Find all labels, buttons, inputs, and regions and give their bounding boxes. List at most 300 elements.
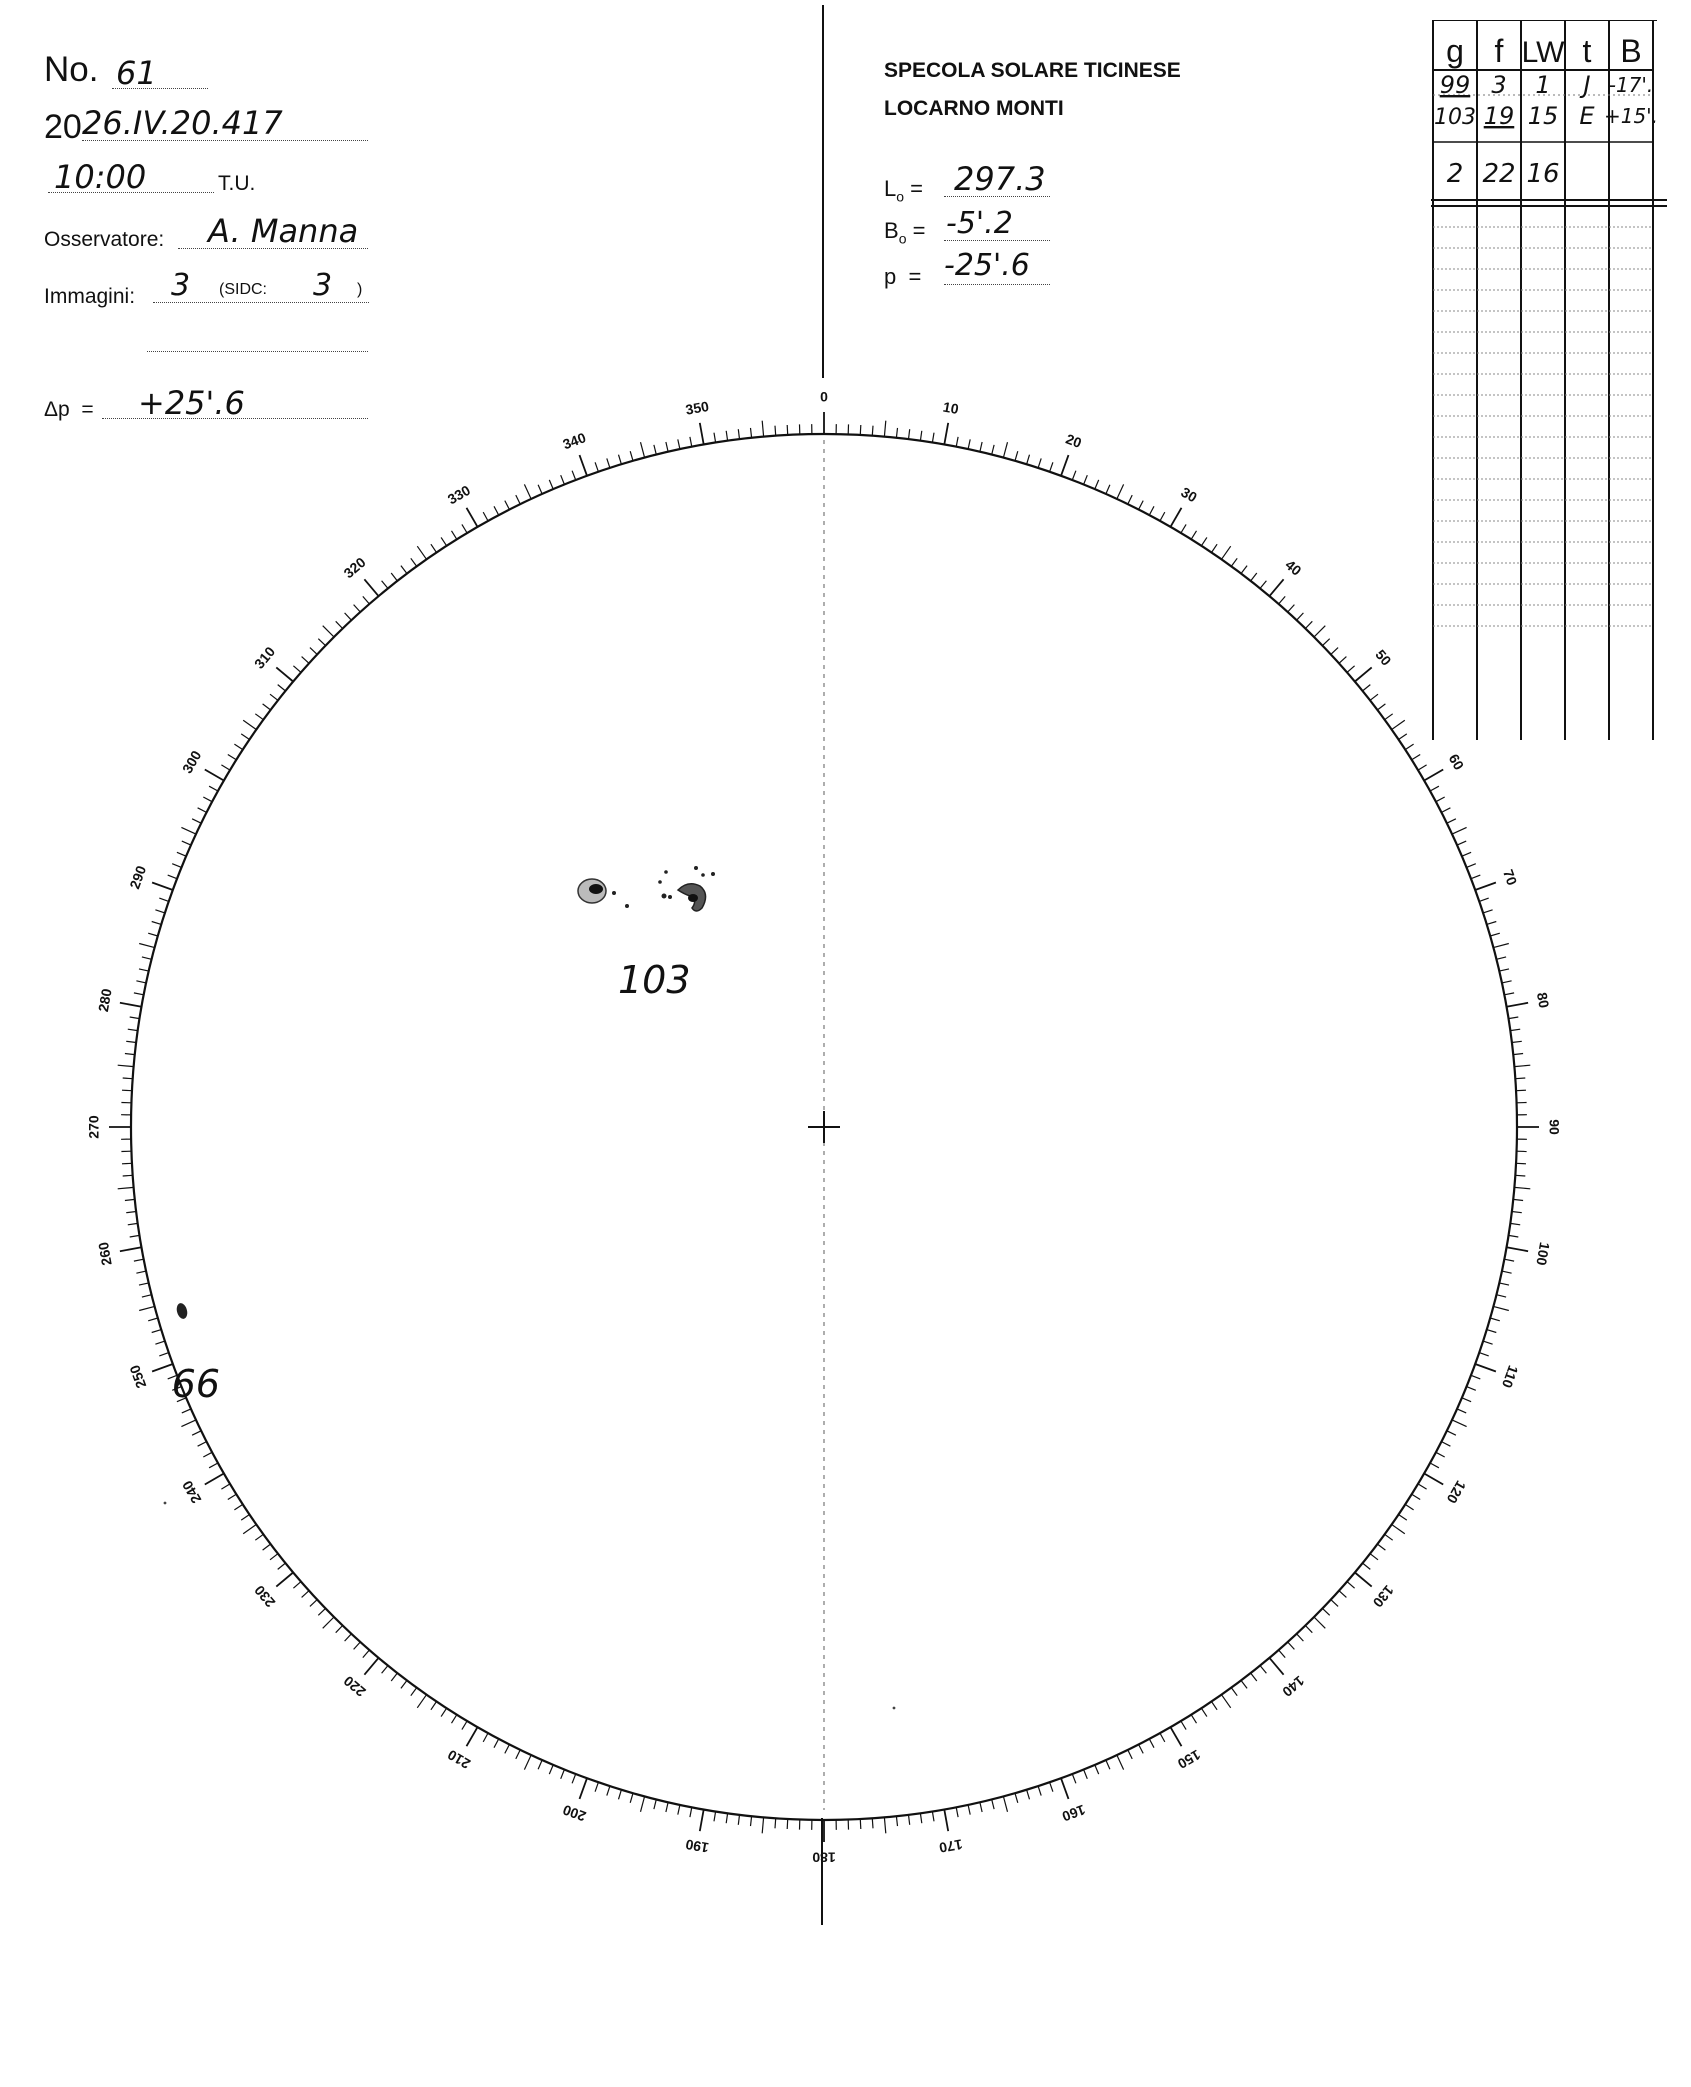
scale-tick — [1297, 1634, 1304, 1641]
scale-tick — [134, 993, 144, 995]
scale-tick — [128, 1029, 138, 1030]
time-value — [48, 158, 214, 196]
scale-tick — [1149, 1739, 1154, 1748]
scale-tick — [1496, 957, 1506, 959]
scale-tick — [1201, 1708, 1207, 1716]
table-blank-rows — [1433, 227, 1653, 626]
scale-tick — [310, 1600, 317, 1607]
scale-tick — [155, 910, 165, 913]
scale-tick — [1475, 883, 1496, 891]
scale-tick — [1181, 1721, 1186, 1730]
scale-tick — [1270, 1658, 1284, 1675]
scale-label-270: 270 — [85, 1115, 102, 1139]
scale-tick — [1251, 573, 1257, 581]
scale-tick — [561, 475, 565, 484]
scale-tick — [1483, 910, 1493, 913]
number-value-text: 61 — [116, 54, 157, 92]
scale-tick — [1483, 1341, 1493, 1344]
group-label-103: 103 — [618, 958, 691, 1002]
scale-tick — [1418, 1484, 1427, 1489]
table-cell: J — [1583, 71, 1591, 99]
scale-tick — [1314, 626, 1325, 637]
table-cell: +15'. — [1603, 104, 1659, 128]
scale-tick — [293, 1582, 301, 1589]
scale-tick — [1181, 524, 1186, 533]
scale-tick — [302, 657, 309, 664]
scale-tick — [1412, 755, 1421, 760]
table-cell: 15 — [1527, 102, 1559, 130]
observatory-name: SPECOLA SOLARE TICINESE — [884, 59, 1181, 82]
sidc-label: (SIDC: — [219, 281, 267, 298]
scale-tick — [205, 770, 224, 781]
scale-tick — [452, 531, 457, 540]
scale-tick — [483, 1733, 488, 1742]
scale-tick — [118, 1187, 134, 1188]
scale-tick — [505, 1745, 510, 1754]
scale-tick — [452, 1715, 457, 1724]
scale-tick — [968, 1805, 970, 1815]
scale-label-340: 340 — [560, 429, 588, 453]
scale-tick — [654, 445, 656, 455]
observer-value-text: A. Manna — [208, 212, 359, 250]
scale-tick — [364, 1658, 378, 1675]
scale-tick — [122, 1163, 132, 1164]
scale-tick — [1339, 1591, 1346, 1598]
scale-tick — [1260, 1666, 1266, 1674]
scale-tick — [654, 1799, 656, 1809]
scale-tick — [1050, 462, 1053, 472]
scale-tick — [125, 1054, 135, 1055]
scale-tick — [142, 1295, 152, 1297]
scale-tick — [467, 508, 478, 527]
scale-tick — [641, 1796, 645, 1811]
scale-tick — [980, 442, 982, 452]
scale-tick — [203, 797, 212, 802]
number-label: No. — [44, 50, 99, 89]
scale-tick — [1442, 1442, 1451, 1447]
scale-tick — [1447, 819, 1456, 823]
scale-tick — [920, 1813, 921, 1823]
scale-tick — [595, 462, 598, 472]
scale-label-350: 350 — [684, 397, 711, 418]
scale-tick — [467, 1727, 478, 1746]
scale-tick — [1513, 1199, 1523, 1200]
scale-tick — [1038, 458, 1041, 468]
scale-tick — [1251, 1673, 1257, 1681]
scale-tick — [700, 423, 704, 445]
scale-tick — [276, 667, 293, 681]
scale-tick — [120, 1247, 142, 1251]
date-prefix: 20 — [44, 108, 82, 146]
scale-tick — [228, 1494, 237, 1499]
scale-label-140: 140 — [1279, 1672, 1308, 1701]
scale-tick — [198, 808, 207, 813]
scale-tick — [192, 1431, 201, 1435]
scale-tick — [391, 573, 397, 581]
scale-tick — [580, 455, 588, 476]
scale-tick — [1171, 1727, 1182, 1746]
scale-tick — [241, 1515, 249, 1521]
scale-tick — [1510, 1029, 1520, 1030]
scale-tick — [494, 506, 499, 515]
scale-tick — [323, 1617, 334, 1628]
scale-tick — [255, 1534, 263, 1540]
scale-tick — [751, 428, 752, 438]
scale-label-280: 280 — [94, 987, 115, 1014]
scale-tick — [159, 898, 169, 901]
scale-tick — [278, 685, 286, 691]
delta-p-value-text: +25'.6 — [138, 384, 245, 422]
scale-tick — [1436, 1452, 1445, 1457]
scale-tick — [1479, 1353, 1489, 1356]
time-value-text: 10:00 — [54, 158, 147, 196]
table-header-b: B — [1620, 33, 1642, 69]
scale-tick — [345, 613, 352, 620]
group-table — [1431, 20, 1671, 740]
scale-tick — [1447, 1431, 1456, 1435]
scale-tick — [1201, 537, 1207, 545]
scale-tick — [382, 581, 388, 589]
scale-tick — [1288, 605, 1295, 612]
scale-tick — [494, 1739, 499, 1748]
scale-tick — [538, 1760, 542, 1769]
blank-line — [147, 335, 368, 352]
number-value — [112, 54, 208, 92]
scale-tick — [192, 819, 201, 823]
scale-tick — [920, 431, 921, 441]
scale-tick — [1117, 484, 1124, 499]
scale-tick — [505, 501, 510, 510]
scale-tick — [896, 428, 897, 438]
observer-value — [178, 212, 368, 249]
scale-tick — [263, 704, 271, 710]
scale-tick — [148, 1318, 158, 1321]
table-cell: 19 — [1483, 102, 1515, 130]
scale-label-220: 220 — [340, 1672, 369, 1701]
scale-tick — [1471, 1375, 1480, 1379]
scale-tick — [1512, 1212, 1522, 1213]
scale-tick — [1139, 1745, 1144, 1754]
scale-tick — [1117, 1755, 1124, 1770]
scale-tick — [700, 1810, 704, 1832]
scale-tick — [1514, 1065, 1530, 1066]
observer-label: Osservatore: — [44, 228, 165, 251]
sunspot-group-99 — [175, 1302, 189, 1320]
scale-tick — [345, 1634, 352, 1641]
scale-tick — [270, 1554, 278, 1560]
table-cell: 99 — [1439, 71, 1471, 99]
images-label: Immagini: — [44, 285, 136, 308]
scale-tick — [641, 442, 645, 457]
scale-tick — [126, 1041, 136, 1042]
scale-tick — [1509, 1235, 1519, 1237]
scale-tick — [561, 1770, 565, 1779]
scale-tick — [1279, 596, 1286, 604]
L0-value-text: 297.3 — [954, 160, 1046, 198]
scale-label-90: 90 — [1546, 1119, 1563, 1135]
scale-label-330: 330 — [444, 481, 473, 508]
images-line — [153, 268, 369, 303]
scale-label-50: 50 — [1372, 646, 1395, 669]
scale-tick — [401, 566, 407, 574]
scale-tick — [1072, 1774, 1076, 1783]
scale-tick — [775, 426, 776, 436]
scale-tick — [884, 1817, 885, 1833]
scale-tick — [1084, 1770, 1088, 1779]
scale-tick — [483, 512, 488, 521]
observatory-location: LOCARNO MONTI — [884, 97, 1064, 120]
scale-tick — [152, 922, 162, 925]
scale-tick — [318, 639, 325, 646]
scale-tick — [221, 1484, 230, 1489]
time-suffix: T.U. — [218, 172, 256, 195]
scale-tick — [1270, 579, 1284, 596]
scale-tick — [860, 425, 861, 435]
scale-tick — [234, 744, 242, 750]
scale-tick — [932, 1812, 934, 1822]
scale-label-180: 180 — [812, 1849, 836, 1866]
p-label: p = — [884, 264, 922, 289]
scale-label-190: 190 — [684, 1836, 711, 1857]
scale-tick — [276, 1573, 293, 1587]
scale-tick — [391, 1673, 397, 1681]
scale-label-250: 250 — [126, 1363, 150, 1391]
scale-tick — [1323, 639, 1330, 646]
scale-label-40: 40 — [1282, 556, 1305, 579]
scale-tick — [148, 933, 158, 936]
table-cell: -17'. — [1608, 73, 1654, 97]
delta-p-label: Δp = — [44, 398, 94, 421]
scale-tick — [630, 1793, 633, 1803]
paper-speck — [893, 1707, 896, 1710]
scale-tick — [992, 445, 994, 455]
scale-tick — [1493, 944, 1508, 948]
scale-tick — [336, 1626, 343, 1633]
scale-tick — [139, 1283, 149, 1285]
scale-tick — [1095, 1765, 1099, 1774]
scale-tick — [1457, 841, 1466, 845]
scale-tick — [516, 1750, 520, 1759]
scale-tick — [270, 694, 278, 700]
scale-tick — [678, 1805, 680, 1815]
scale-tick — [1003, 442, 1007, 457]
scale-tick — [1106, 485, 1110, 494]
scale-tick — [1467, 1387, 1476, 1391]
scale-tick — [872, 1818, 873, 1828]
scale-label-150: 150 — [1175, 1746, 1204, 1773]
scale-tick — [860, 1819, 861, 1829]
table-cell: E — [1579, 102, 1595, 130]
scale-tick — [1424, 770, 1443, 781]
scale-tick — [1128, 495, 1132, 504]
scale-tick — [363, 596, 370, 604]
scale-tick — [607, 458, 610, 468]
scale-tick — [1496, 1295, 1506, 1297]
scale-tick — [1363, 685, 1371, 691]
scale-tick — [1418, 765, 1427, 770]
scale-tick — [1516, 1163, 1526, 1164]
scale-tick — [136, 981, 146, 983]
sidc-value: 3 — [313, 268, 333, 303]
sidc-close: ) — [357, 281, 363, 298]
scale-tick — [1305, 621, 1312, 628]
scale-tick — [1516, 1090, 1526, 1091]
scale-tick — [182, 1409, 191, 1413]
scale-tick — [1479, 898, 1489, 901]
scale-tick — [1399, 734, 1407, 740]
scale-tick — [1061, 1778, 1069, 1799]
scale-label-100: 100 — [1533, 1240, 1554, 1267]
scale-tick — [139, 1306, 154, 1310]
scale-tick — [462, 1721, 467, 1730]
scale-tick — [1027, 455, 1030, 465]
scale-tick — [130, 1235, 140, 1237]
scale-tick — [1510, 1223, 1520, 1224]
scale-tick — [619, 455, 622, 465]
scale-label-170: 170 — [937, 1836, 964, 1857]
table-cell: 3 — [1491, 71, 1507, 99]
p-value-text: -25'.6 — [944, 248, 1030, 283]
scale-tick — [1502, 981, 1512, 983]
B0-value — [944, 206, 1050, 241]
scale-tick — [1462, 1398, 1471, 1402]
scale-tick — [1347, 666, 1355, 673]
scale-label-30: 30 — [1178, 483, 1200, 506]
scale-tick — [762, 1817, 763, 1833]
scale-tick — [1378, 1544, 1386, 1550]
scale-tick — [678, 439, 680, 449]
scale-tick — [1212, 544, 1218, 552]
scale-tick — [1128, 1750, 1132, 1759]
scale-tick — [122, 1090, 132, 1091]
scale-tick — [1222, 546, 1231, 559]
scale-tick — [1347, 1582, 1355, 1589]
scale-tick — [690, 437, 692, 447]
scale-tick — [690, 1807, 692, 1817]
scale-tick — [1509, 1017, 1519, 1019]
scale-tick — [872, 426, 873, 436]
scale-tick — [142, 957, 152, 959]
L0-value — [944, 160, 1050, 197]
scale-tick — [1504, 993, 1514, 995]
scale-tick — [944, 423, 948, 445]
scale-tick — [956, 1807, 958, 1817]
scale-tick — [1452, 827, 1467, 834]
scale-tick — [363, 1650, 370, 1658]
scale-tick — [354, 605, 361, 612]
scale-tick — [255, 714, 263, 720]
scale-tick — [1038, 1786, 1041, 1796]
scale-tick — [1363, 1563, 1371, 1569]
B0-value-text: -5'.2 — [946, 206, 1013, 241]
scale-tick — [1452, 1420, 1467, 1427]
table-total: 22 — [1482, 159, 1516, 189]
scale-tick — [714, 1812, 716, 1822]
scale-tick — [441, 537, 447, 545]
scale-tick — [751, 1816, 752, 1826]
scale-tick — [1139, 501, 1144, 510]
scale-tick — [1405, 744, 1413, 750]
scale-tick — [572, 1774, 576, 1783]
scale-tick — [1355, 1573, 1372, 1587]
scale-tick — [1467, 864, 1476, 868]
scale-tick — [1323, 1608, 1330, 1615]
scale-tick — [221, 765, 230, 770]
scale-tick — [152, 1330, 162, 1333]
scale-tick — [1072, 471, 1076, 480]
scale-tick — [1487, 922, 1497, 925]
scale-tick — [1061, 455, 1069, 476]
scale-tick — [516, 495, 520, 504]
p-value — [944, 248, 1050, 285]
scale-tick — [1050, 1782, 1053, 1792]
table-header-g: g — [1446, 33, 1464, 69]
scale-tick — [139, 969, 149, 971]
scale-tick — [1297, 613, 1304, 620]
scale-tick — [125, 1199, 135, 1200]
scale-tick — [364, 579, 378, 596]
scale-tick — [909, 1815, 910, 1825]
scale-tick — [310, 648, 317, 655]
scale-tick — [1288, 1642, 1295, 1649]
scale-tick — [1507, 1247, 1529, 1251]
scale-tick — [234, 1504, 242, 1510]
scale-tick — [411, 558, 417, 566]
scale-tick — [1493, 1306, 1508, 1310]
scale-tick — [595, 1782, 598, 1792]
scale-tick — [1436, 797, 1445, 802]
scale-tick — [1442, 808, 1451, 813]
scale-tick — [896, 1816, 897, 1826]
table-total: 16 — [1526, 159, 1560, 189]
scale-tick — [302, 1591, 309, 1598]
scale-label-320: 320 — [340, 553, 369, 582]
scale-tick — [1515, 1078, 1525, 1079]
scale-tick — [354, 1642, 361, 1649]
scale-tick — [243, 1525, 256, 1534]
scale-tick — [1515, 1175, 1525, 1176]
table-header-t: t — [1582, 33, 1592, 69]
scale-tick — [580, 1778, 588, 1799]
scale-tick — [431, 1702, 437, 1710]
scale-label-130: 130 — [1369, 1582, 1398, 1611]
scale-tick — [1490, 933, 1500, 936]
scale-tick — [1499, 969, 1509, 971]
scale-tick — [1399, 1515, 1407, 1521]
scale-tick — [1106, 1760, 1110, 1769]
scale-tick — [607, 1786, 610, 1796]
table-header-f: f — [1494, 33, 1504, 69]
scale-tick — [323, 626, 334, 637]
scale-tick — [968, 439, 970, 449]
scale-tick — [538, 485, 542, 494]
scale-tick — [524, 1755, 531, 1770]
scale-tick — [123, 1078, 133, 1079]
scale-tick — [198, 1442, 207, 1447]
scale-tick — [1260, 581, 1266, 589]
scale-tick — [278, 1563, 286, 1569]
scale-tick — [1003, 1796, 1007, 1811]
scale-tick — [714, 433, 716, 443]
scale-tick — [1504, 1259, 1514, 1261]
scale-tick — [1339, 657, 1346, 664]
date-value-text: 26.IV.20.417 — [82, 104, 283, 142]
scale-tick — [159, 1353, 169, 1356]
scale-tick — [787, 425, 788, 435]
table-cell: 103 — [1434, 105, 1476, 130]
scale-tick — [336, 621, 343, 628]
scale-tick — [619, 1790, 622, 1800]
